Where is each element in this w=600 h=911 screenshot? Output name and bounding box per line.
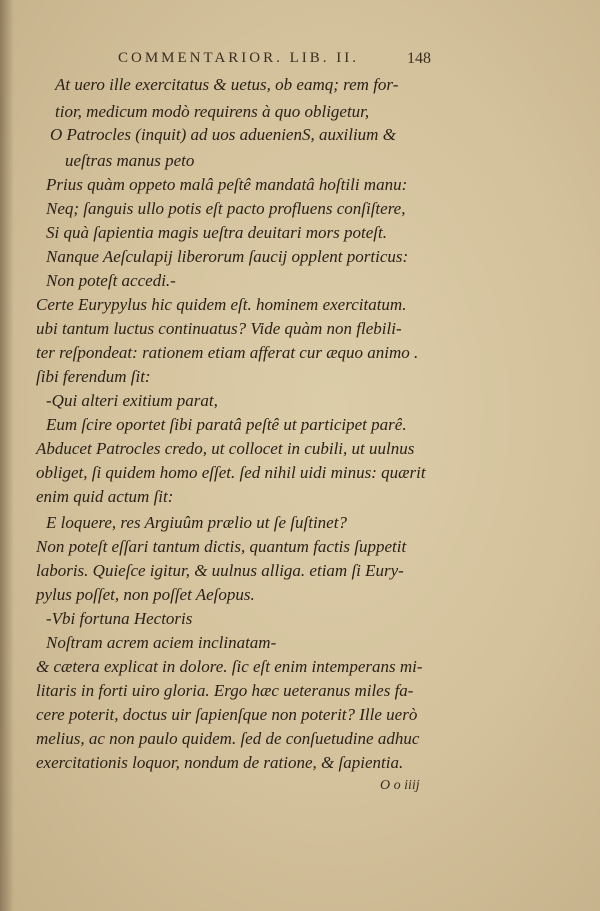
page-number: 148 — [407, 50, 431, 67]
text-line: Noſtram acrem aciem inclinatam- — [46, 633, 277, 652]
text-line: -Qui alteri exitium parat, — [46, 391, 218, 410]
text-line: Non poteſt accedi.- — [46, 271, 176, 290]
text-line: tior, medicum modò requirens à quo obligetur, — [55, 102, 370, 121]
text-line: laboris. Quieſce igitur, & uulnus alliga. etiam ſi Eury- — [36, 561, 404, 580]
page-gutter-shadow — [0, 0, 14, 911]
text-line: ueſtras manus peto — [65, 151, 195, 170]
text-line: exercitationis loquor, nondum de ratione, & ſapientia. — [36, 753, 404, 772]
text-line: Certe Eurypylus hic quidem eſt. hominem exercitatum. — [36, 295, 407, 314]
text-line: At uero ille exercitatus & uetus, ob eamq; rem for- — [55, 75, 399, 94]
text-line: pylus poſſet, non poſſet Aeſopus. — [36, 585, 255, 604]
text-line: Nanque Aeſculapij liberorum ſaucij opplent porticus: — [46, 247, 409, 266]
text-line: melius, ac non paulo quidem. ſed de conſuetudine adhuc — [36, 729, 420, 748]
text-line: cere poterit, doctus uir ſapienſque non poterit? Ille uerò — [36, 705, 418, 724]
text-line: Neq; ſanguis ullo potis eſt pacto profluens conſiſtere, — [46, 199, 406, 218]
text-line: Si quà ſapientia magis ueſtra deuitari mors poteſt. — [46, 223, 387, 242]
text-line: litaris in forti uiro gloria. Ergo hæc ueteranus miles fa- — [36, 681, 414, 700]
text-line: Eum ſcire oportet ſibi paratâ peſtê ut participet parê. — [46, 415, 407, 434]
text-line: ubi tantum luctus continuatus? Vide quàm non flebili- — [36, 319, 402, 338]
text-line: Non poteſt eſſari tantum dictis, quantum factis ſuppetit — [36, 537, 407, 556]
text-line: -Vbi fortuna Hectoris — [46, 609, 193, 628]
text-line: obliget, ſi quidem homo eſſet. ſed nihil uidi minus: quærit — [36, 463, 426, 482]
text-line: ſibi ferendum ſit: — [36, 367, 151, 386]
text-line: Prius quàm oppeto malâ peſtê mandatâ hoſtili manu: — [46, 175, 408, 194]
text-line: ter reſpondeat: rationem etiam afferat cur æquo animo . — [36, 343, 419, 362]
text-line: Abducet Patrocles credo, ut collocet in cubili, ut uulnus — [36, 439, 415, 458]
text-line: O Patrocles (inquit) ad uos aduenienS, auxilium & — [50, 125, 396, 144]
running-title: COMMENTARIOR. LIB. II. — [118, 50, 360, 66]
text-line: enim quid actum ſit: — [36, 487, 174, 506]
text-line: E loquere, res Argiuûm prælio ut ſe ſuſtinet? — [46, 513, 347, 532]
signature-mark: O o iiij — [380, 778, 420, 793]
text-line: & cætera explicat in dolore. ſic eſt enim intemperans mi- — [36, 657, 423, 676]
